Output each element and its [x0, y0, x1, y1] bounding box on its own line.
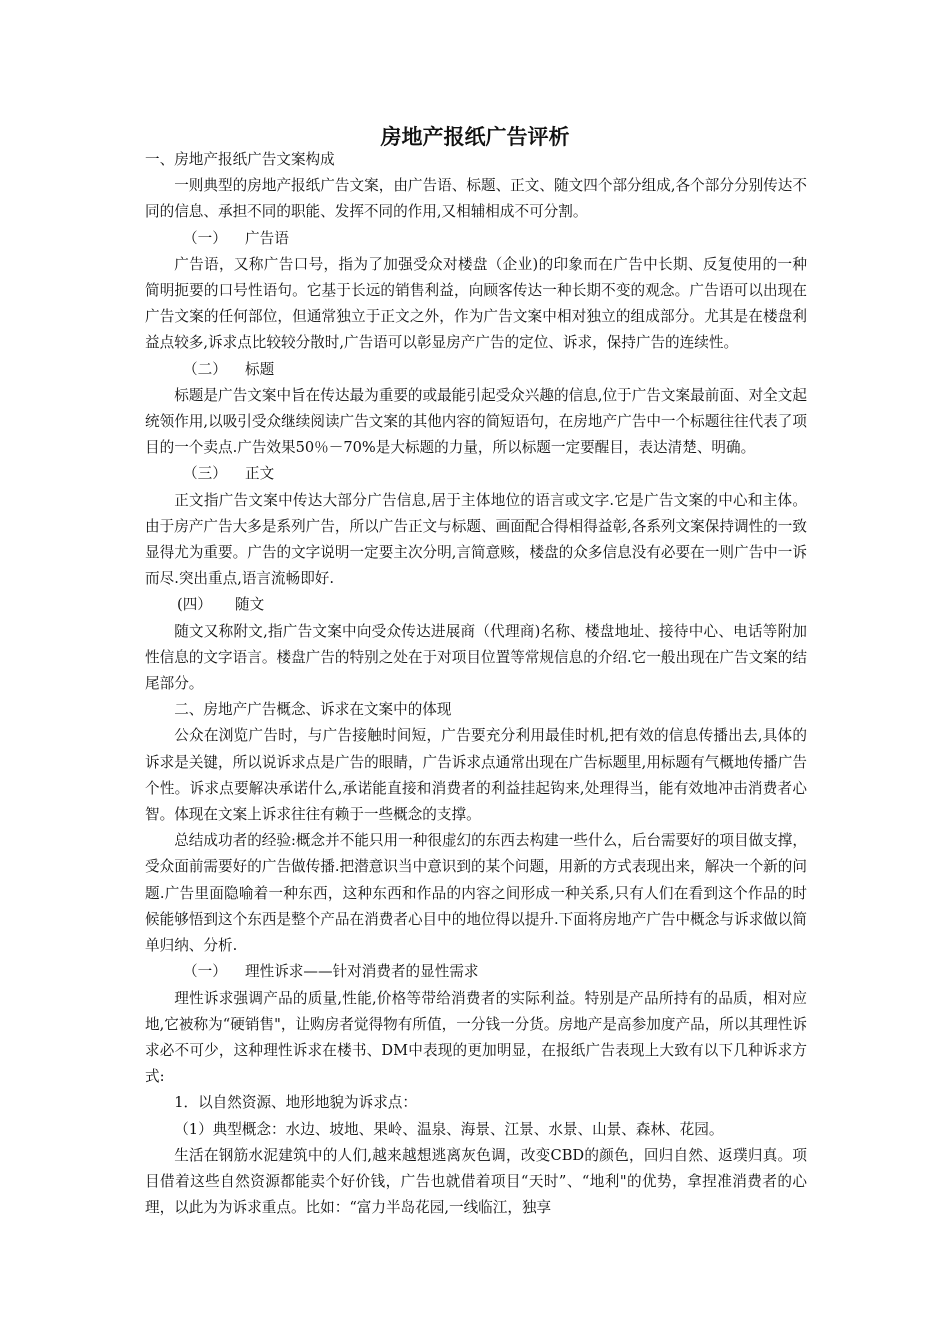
subheading-headline: [145, 357, 807, 383]
subheading-text: 广告语: [245, 229, 289, 247]
paragraph: 随文又称附文,指广告文案中向受众传达进展商（代理商)名称、楼盘地址、接待中心、电话等附加性信息的文字语言。楼盘广告的特别之处在于对项目位置等常规信息的介绍.它一般出现在广告文案的结尾部分。: [145, 622, 807, 693]
paragraph: 标题是广告文案中旨在传达最为重要的或最能引起受众兴趣的信息,位于广告文案最前面、对全文起统领作用,以吸引受众继续阅读广告文案的其他内容的简短语句，在房地产广告中一个标题往往代表了项目的一个卖点.广告效果50％－70%是大标题的力量，所以标题一定要醒目，表达清楚、明确。: [145, 386, 807, 457]
section-heading-1: 一、房地产报纸广告文案构成: [145, 151, 335, 168]
subheading-ad-slogan: [145, 226, 807, 252]
subheading-appendix: [145, 592, 807, 618]
subheading-number: （三）: [183, 465, 227, 483]
subheading-body-copy: [145, 461, 807, 487]
section-heading-2: 二、房地产广告概念、诉求在文案中的体现: [174, 701, 452, 719]
subheading-number: （一）: [183, 229, 227, 247]
subheading-text: 正文: [245, 465, 275, 483]
paragraph: 正文指广告文案中传达大部分广告信息,居于主体地位的语言或文字.它是广告文案的中心和主体。由于房产广告大多是系列广告，所以广告正文与标题、画面配合得相得益彰,各系列文案保持调性的一致显得尤为重要。广告的文字说明一定要主次分明,言简意赅，楼盘的众多信息没有必要在一则广告中一诉而尽.突出重点,语言流畅即好.: [145, 491, 807, 588]
subheading-number: （一）: [183, 963, 227, 981]
list-item: （1）典型概念：水边、坡地、果岭、温泉、海景、江景、水景、山景、森林、花园。: [174, 1120, 724, 1138]
subheading-number: (四）: [177, 596, 212, 614]
subheading-text: 标题: [245, 360, 275, 378]
subheading-rational-appeal: [145, 959, 807, 985]
document-title: 房地产报纸广告评析: [380, 125, 570, 149]
subheading-text: 随文: [235, 596, 265, 614]
paragraph: 一则典型的房地产报纸广告文案，由广告语、标题、正文、随文四个部分组成,各个部分分别传达不同的信息、承担不同的职能、发挥不同的作用,又相辅相成不可分割。: [145, 177, 807, 221]
paragraph: 理性诉求强调产品的质量,性能,价格等带给消费者的实际利益。特别是产品所持有的品质，相对应地,它被称为“硬销售"，让购房者觉得物有所值，一分钱一分货。房地产是高参加度产品，所以其理性诉求必不可少，这种理性诉求在楼书、DM中表现的更加明显，在报纸广告表现上大致有以下几种诉求方式:: [145, 989, 807, 1086]
list-item: 1．以自然资源、地形地貌为诉求点：: [174, 1094, 417, 1112]
paragraph: 总结成功者的经验:概念并不能只用一种很虚幻的东西去构建一些什么，后台需要好的项目做支撑，受众面前需要好的广告做传播.把潜意识当中意识到的某个问题，用新的方式表现出来，解决一个新的问题.广告里面隐喻着一种东西，这种东西和作品的内容之间形成一种关系,只有人们在看到这个作品的时候能够悟到这个东西是整个产品在消费者心目中的地位得以提升.下面将房地产广告中概念与诉求做以简单归纳、分析.: [145, 832, 807, 955]
paragraph: 广告语，又称广告口号，指为了加强受众对楼盘（企业)的印象而在广告中长期、反复使用的一种简明扼要的口号性语句。它基于长远的销售利益，向顾客传达一种长期不变的观念。广告语可以出现在广告文案的任何部位，但通常独立于正文之外，作为广告文案中相对独立的组成部分。尤其是在楼盘利益点较多,诉求点比较较分散时,广告语可以彰显房产广告的定位、诉求，保持广告的连续性。: [145, 255, 807, 352]
subheading-number: （二）: [183, 360, 227, 378]
paragraph: 生活在钢筋水泥建筑中的人们,越来越想逃离灰色调，改变CBD的颜色，回归自然、返璞归真。项目借着这些自然资源都能卖个好价钱，广告也就借着项目“天时”、“地利"的优势，拿捏准消费者的心理，以此为为诉求重点。比如：“富力半岛花园,一线临江，独享: [145, 1146, 807, 1217]
paragraph: 公众在浏览广告时，与广告接触时间短，广告要充分利用最佳时机,把有效的信息传播出去,具体的诉求是关键，所以说诉求点是广告的眼睛，广告诉求点通常出现在广告标题里,用标题有气概地传播广告个性。诉求点要解决承诺什么,承诺能直接和消费者的利益挂起钩来,处理得当，能有效地冲击消费者心智。体现在文案上诉求往往有赖于一些概念的支撑。: [145, 727, 807, 824]
subheading-text: 理性诉求——针对消费者的显性需求: [245, 963, 479, 981]
document-body: [145, 147, 807, 1221]
